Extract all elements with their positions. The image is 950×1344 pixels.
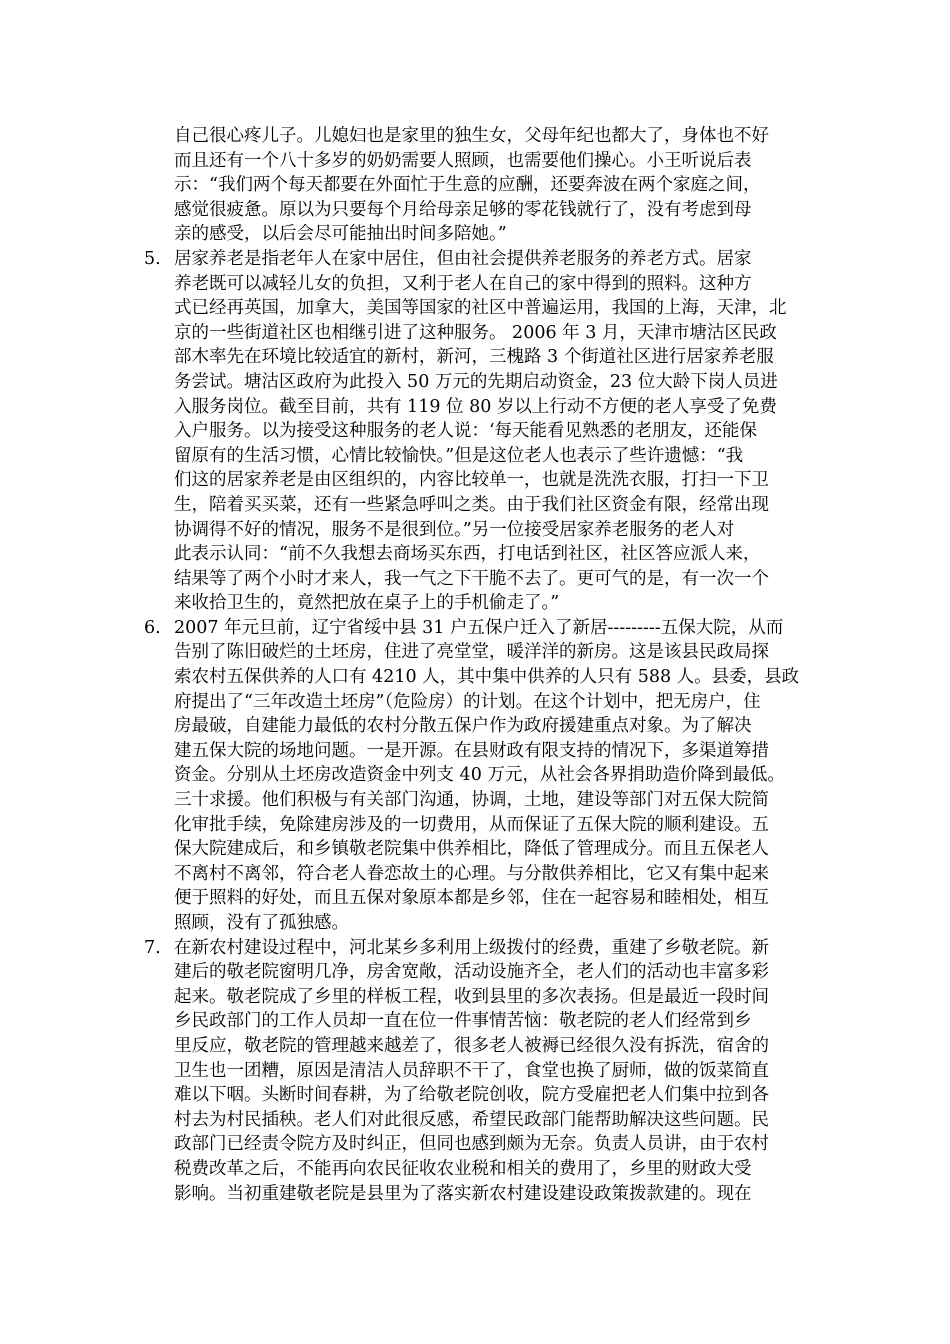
text-line: 影响。当初重建敬老院是县里为了落实新农村建设建设政策拨款建的。现在 <box>174 1183 752 1204</box>
text-line: 入户服务。以为接受这种服务的老人说：‘每天能看见熟悉的老朋友，还能保 <box>174 421 758 442</box>
document-body <box>144 124 814 1206</box>
text-line: 府提出了“三年改造土坯房”（危险房）的计划。在这个计划中，把无房户，住 <box>174 691 761 712</box>
list-item-5 <box>144 247 814 616</box>
text-line: 此表示认同：“前不久我想去商场买东西，打电话到社区，社区答应派人来， <box>174 544 761 565</box>
list-item-6 <box>144 616 814 936</box>
text-line: 三十求援。他们积极与有关部门沟通，协调，土地，建设等部门对五保大院简 <box>174 790 769 811</box>
text-line: 自己很心疼儿子。儿媳妇也是家里的独生女，父母年纪也都大了，身体也不好 <box>174 126 769 146</box>
text-line: 协调得不好的情况，服务不是很到位。”另一位接受居家养老服务的老人对 <box>174 519 735 540</box>
text-line: 居家养老是指老年人在家中居住，但由社会提供养老服务的养老方式。居家 <box>174 248 752 269</box>
text-line: 亲的感受，以后会尽可能抽出时间多陪她。” <box>174 224 507 245</box>
text-line: 来收拾卫生的，竟然把放在桌子上的手机偷走了。” <box>174 593 560 614</box>
text-line: 2007 年元旦前，辽宁省绥中县 31 户五保户迁入了新居---------五保大院，从而 <box>174 617 784 638</box>
list-item-number: 7. <box>144 937 161 958</box>
text-line: 部木率先在环境比较适宜的新村，新河，三槐路 3 个街道社区进行居家养老服 <box>174 347 774 368</box>
continuation-paragraph <box>174 124 814 247</box>
text-line: 政部门已经责令院方及时纠正，但同也感到颇为无奈。负责人员讲，由于农村 <box>174 1134 769 1155</box>
list-item-number: 6. <box>144 617 161 638</box>
text-line: 不离村不离邻，符合老人眷恋故土的心理。与分散供养相比，它又有集中起来 <box>174 863 769 884</box>
text-line: 村去为村民插秧。老人们对此很反感，希望民政部门能帮助解决这些问题。民 <box>174 1109 769 1130</box>
text-line: 生，陪着买买菜，还有一些紧急呼叫之类。由于我们社区资金有限，经常出现 <box>174 494 769 515</box>
text-line: 房最破，自建能力最低的农村分散五保户作为政府援建重点对象。为了解决 <box>174 716 752 737</box>
text-line: 而且还有一个八十多岁的奶奶需要人照顾，也需要他们操心。小王听说后表 <box>174 150 752 171</box>
text-line: 建五保大院的场地问题。一是开源。在县财政有限支持的情况下，多渠道筹措 <box>174 740 769 761</box>
text-line: 们这的居家养老是由区组织的，内容比较单一，也就是洗洗衣服，打扫一下卫 <box>174 470 769 491</box>
text-line: 建后的敬老院窗明几净，房舍宽敞，活动设施齐全，老人们的活动也丰富多彩 <box>174 962 769 983</box>
list-item-number: 5. <box>144 248 161 269</box>
text-line: 资金。分别从土坯房改造资金中列支 40 万元，从社会各界捐助造价降到最低。 <box>174 765 785 786</box>
text-line: 化审批手续，免除建房涉及的一切费用，从而保证了五保大院的顺利建设。五 <box>174 814 769 835</box>
text-line: 乡民政部门的工作人员却一直在位一件事情苦恼：敬老院的老人们经常到乡 <box>174 1011 752 1032</box>
text-line: 难以下咽。头断时间春耕，为了给敬老院创收，院方受雇把老人们集中拉到各 <box>174 1085 769 1106</box>
text-line: 务尝试。塘沽区政府为此投入 50 万元的先期启动资金，23 位大龄下岗人员进 <box>174 371 778 392</box>
text-line: 保大院建成后，和乡镇敬老院集中供养相比，降低了管理成分。而且五保老人 <box>174 839 769 860</box>
text-line: 留原有的生活习惯，心情比较愉快。”但是这位老人也表示了些许遗憾：“我 <box>174 445 744 466</box>
text-line: 卫生也一团糟，原因是清洁人员辞职不干了，食堂也换了厨师，做的饭菜简直 <box>174 1060 769 1081</box>
text-line: 便于照料的好处，而且五保对象原本都是乡邻，住在一起容易和睦相处，相互 <box>174 888 769 909</box>
text-line: 在新农村建设过程中，河北某乡多利用上级拨付的经费，重建了乡敬老院。新 <box>174 937 769 958</box>
text-line: 示：“我们两个每天都要在外面忙于生意的应酬，还要奔波在两个家庭之间， <box>174 175 761 196</box>
text-line: 告别了陈旧破烂的土坯房，住进了亮堂堂，暖洋洋的新房。这是该县民政局探 <box>174 642 769 663</box>
text-line: 起来。敬老院成了乡里的样板工程，收到县里的多次表扬。但是最近一段时间 <box>174 986 769 1007</box>
text-line: 照顾，没有了孤独感。 <box>174 913 349 933</box>
text-line: 里反应，敬老院的管理越来越差了，很多老人被褥已经很久没有拆洗，宿舍的 <box>174 1035 769 1056</box>
text-line: 结果等了两个小时才来人，我一气之下干脆不去了。更可气的是，有一次一个 <box>174 568 769 589</box>
text-line: 养老既可以减轻儿女的负担，又利于老人在自己的家中得到的照料。这种方 <box>174 273 752 294</box>
text-line: 入服务岗位。截至目前，共有 119 位 80 岁以上行动不方便的老人享受了免费 <box>174 396 777 417</box>
text-line: 式已经再英国，加拿大，美国等国家的社区中普遍运用，我国的上海，天津，北 <box>174 298 787 319</box>
text-line: 感觉很疲惫。原以为只要每个月给母亲足够的零花钱就行了，没有考虑到母 <box>174 199 752 220</box>
text-line: 京的一些街道社区也相继引进了这种服务。 2006 年 3 月，天津市塘沽区民政 <box>174 322 777 343</box>
text-line: 索农村五保供养的人口有 4210 人，其中集中供养的人只有 588 人。县委，县政 <box>174 667 800 688</box>
text-line: 税费改革之后，不能再向农民征收农业税和相关的费用了，乡里的财政大受 <box>174 1158 752 1179</box>
list-item-7 <box>144 936 814 1207</box>
